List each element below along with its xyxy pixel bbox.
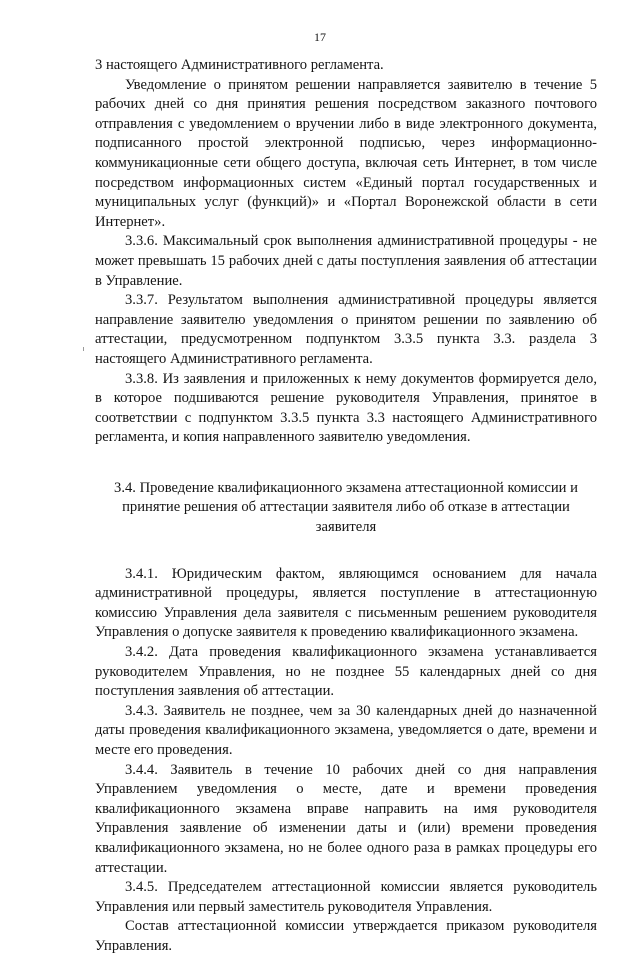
spacer (95, 448, 597, 479)
paragraph-3-4-1: 3.4.1. Юридическим фактом, являющимся основанием для начала административной процедуры, является поступление в аттестационную комиссию Управления дела заявителя с письменным решением руководителя Управления о допуске заявителя к проведению квалификационного экзамена. (95, 565, 597, 641)
document-body (95, 56, 597, 957)
paragraph-3-4-5: 3.4.5. Председателем аттестационной комиссии является руководитель Управления или первый заместитель руководителя Управления. (95, 879, 597, 915)
paragraph-3-4-4: 3.4.4. Заявитель в течение 10 рабочих дней со дня направления Управлением уведомления о месте, дате и времени проведения квалификационного экзамена вправе направить на имя руководителя Управления заявление об изменении даты и (или) времени проведения квалификационного экзамена, но не более одного раза в рамках процедуры его аттестации. (95, 761, 597, 876)
paragraph-continuation: 3 настоящего Административного регламента. (95, 57, 384, 73)
paragraph-3-3-8: 3.3.8. Из заявления и приложенных к нему документов формируется дело, в которое подшиваются решение руководителя Управления, принятое в соответствии с подпунктом 3.3.5 пункта 3.3 настоящего Административного регламента, и копия направленного заявителю уведомления. (95, 370, 597, 446)
spacer (95, 538, 597, 565)
section-heading-3-4: 3.4. Проведение квалификационного экзамена аттестационной комиссии и принятие решения об аттестации заявителя либо об отказе в аттестации заявителя (114, 479, 578, 536)
paragraph-3-4-2: 3.4.2. Дата проведения квалификационного экзамена устанавливается руководителем Управления, но не позднее 55 календарных дней со дня поступления заявления об аттестации. (95, 644, 597, 700)
paragraph-3-3-7: 3.3.7. Результатом выполнения административной процедуры является направление заявителю уведомления о принятом решении по заявлению об аттестации, предусмотренном подпунктом 3.3.5 пункта 3.3. раздела 3 настоящего Административного регламента. (95, 292, 597, 367)
paragraph-3-4-3: 3.4.3. Заявитель не позднее, чем за 30 календарных дней до назначенной даты проведения квалификационного экзамена, уведомляется о дате, времени и месте его проведения. (95, 702, 597, 758)
paragraph-notification: Уведомление о принятом решении направляется заявителю в течение 5 рабочих дней со дня принятия решения посредством заказного почтового отправления с уведомлением о вручении либо в виде электронного документа, подписанного простой электронной подписью, через информационно-коммуникационные сети общего доступа, включая сеть Интернет, в том числе посредством информационных систем «Единый портал государственных и муниципальных услуг (функций)» и «Портал Воронежской области в сети Интернет». (95, 76, 597, 230)
paragraph-commission-composition: Состав аттестационной комиссии утверждается приказом руководителя Управления. (95, 918, 597, 954)
paragraph-3-3-6: 3.3.6. Максимальный срок выполнения административной процедуры - не может превышать 15 рабочих дней с даты поступления заявления об аттестации в Управление. (95, 233, 597, 289)
page-number: 17 (314, 30, 326, 44)
margin-mark (83, 347, 84, 351)
